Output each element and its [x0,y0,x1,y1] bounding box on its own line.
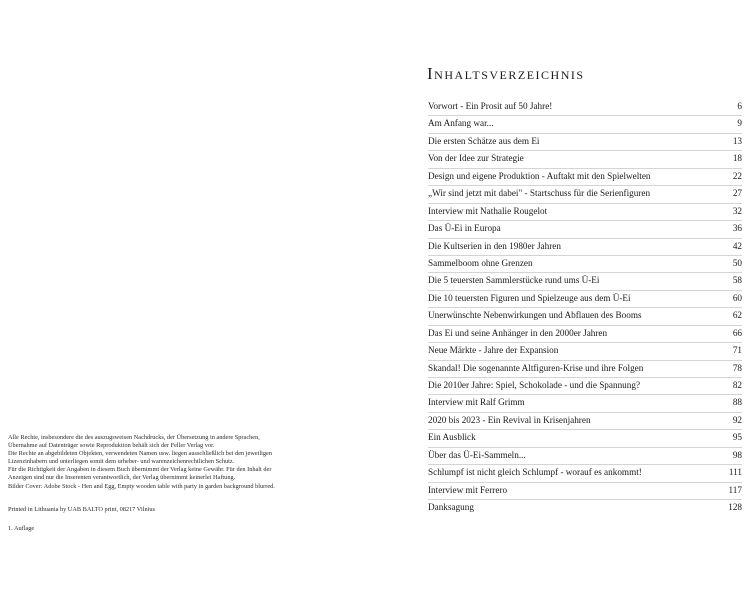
toc-entry-title: Ein Ausblick [428,432,476,443]
toc-entry-title: Interview mit Nathalie Rougelot [428,205,548,216]
toc-entry-title: Vorwort - Ein Prosit auf 50 Jahre! [428,101,553,111]
toc-entry-page: 62 [732,310,742,321]
toc-entry-page: 98 [732,449,742,460]
toc-entry [428,326,742,343]
toc-entry [428,99,742,116]
imprint-line: Anzeigen sind nur die Inserenten verantwortlich, der Verlag übernimmt keinerlei Haftung. [8,474,236,482]
toc-entry [428,361,742,378]
toc-entry [428,343,742,360]
toc-entry-title: Von der Idee zur Strategie [428,153,524,164]
toc-entry-title: Schlumpf ist nicht gleich Schlumpf - worauf es ankommt! [428,467,642,478]
toc-entry-page: 32 [732,205,742,216]
toc-entry [428,395,742,412]
toc-entry-page: 36 [732,223,742,234]
toc-entry [428,151,742,168]
toc-entry-title: Das Ei und seine Anhänger in den 2000er Jahren [428,327,608,338]
toc-entry [428,291,742,308]
toc-entry-page: 18 [732,153,742,164]
toc-entry-title: Interview mit Ralf Grimm [428,397,525,408]
imprint-line: Übernahme auf Datenträger sowie Reproduktion behält sich der Feller Verlag vor. [8,442,215,450]
toc-entry-page: 82 [732,380,742,390]
toc-entry-page: 13 [732,135,742,146]
toc-entry-title: Das Ü-Ei in Europa [428,223,501,234]
toc-entry [428,256,742,273]
toc-entry-title: Die 10 teuersten Figuren und Spielzeuge aus dem Ü-Ei [428,292,631,303]
toc-entry-page: 9 [737,118,742,129]
toc-entry-title: Über das Ü-Ei-Sammeln... [428,449,526,460]
toc-entry [428,116,742,133]
toc-entry-title: Die Kultserien in den 1980er Jahren [428,240,561,251]
toc-entry-page: 95 [732,432,742,443]
toc-entry [428,500,742,517]
toc-entry [428,134,742,151]
toc-entry-page: 58 [732,275,742,286]
toc-entry-page: 66 [732,327,742,338]
toc-entry-page: 71 [732,345,742,356]
toc-entry [428,483,742,500]
printer-info: Printed in Lithuania by UAB BALTO print, 08217 Vilnius [8,506,155,513]
toc-entry [428,465,742,482]
imprint-line: Alle Rechte, insbesondere die des auszugsweisen Nachdrucks, der Übersetzung in andere Sprachen, [8,434,260,441]
toc-entry-title: Danksagung [428,502,474,513]
toc-entry [428,413,742,430]
toc-entry-page: 27 [732,188,742,199]
toc-entry-page: 60 [732,292,742,303]
toc-entry-title: Design und eigene Produktion - Auftakt mit den Spielwelten [428,170,651,181]
toc-entry-page: 111 [728,467,742,478]
imprint-line: Lizenzinhabern und unterliegen somit dem urheber- und warenzeichenrechtlichen Schutz. [8,458,235,466]
toc-entry-page: 88 [732,397,742,408]
toc-entry-page: 22 [732,170,742,181]
toc-entry-page: 117 [728,484,742,495]
toc-entry-page: 128 [728,502,742,513]
toc-entry [428,448,742,465]
toc-entry-title: Unerwünschte Nebenwirkungen und Abflauen des Booms [428,310,642,321]
toc-entry [428,169,742,186]
toc-entry-title: Neue Märkte - Jahre der Expansion [428,345,559,356]
toc-entry-title: Die 2010er Jahre: Spiel, Schokolade - und die Spannung? [428,380,641,390]
toc-entry [428,239,742,256]
imprint-line: Die Rechte an abgebildeten Objekten, verwendeten Namen usw. liegen ausschließlich bei den jeweiligen [8,450,272,458]
imprint-line: Für die Richtigkeit der Angaben in diesem Buch übernimmt der Verlag keine Gewähr. Für den Inhalt der [8,466,272,474]
toc-entry [428,221,742,238]
toc-entry [428,308,742,325]
imprint-line: Bilder Cover: Adobe Stock - Hen and Egg, Empty wooden table with party in garden background blurred. [8,482,275,490]
toc-entry [428,273,742,290]
toc-entry-title: „Wir sind jetzt mit dabei" - Startschuss für die Serienfiguren [428,188,651,199]
toc-entry-page: 78 [732,362,742,373]
toc-entry-title: Die ersten Schätze aus dem Ei [428,135,540,146]
imprint-notice [8,434,338,491]
toc-entry-title: Die 5 teuersten Sammlerstücke rund ums Ü-Ei [428,275,600,286]
toc-list [428,99,742,518]
toc-entry-title: Skandal! Die sogenannte Altfiguren-Krise und ihre Folgen [428,362,644,373]
toc-entry-title: Sammelboom ohne Grenzen [428,257,533,268]
toc-entry-page: 6 [737,101,742,111]
toc-entry-page: 42 [732,240,742,251]
toc-entry [428,204,742,221]
toc-entry-page: 92 [732,414,742,425]
toc-title: Inhaltsverzeichnis [427,64,585,83]
toc-entry [428,378,742,395]
toc-entry [428,186,742,203]
toc-entry-page: 50 [732,257,742,268]
edition-info: 1. Auflage [8,525,35,532]
toc-entry-title: Am Anfang war... [428,118,494,129]
toc-entry-title: Interview mit Ferrero [428,484,508,495]
toc-entry [428,430,742,447]
toc-entry-title: 2020 bis 2023 - Ein Revival in Krisenjahren [428,414,591,425]
